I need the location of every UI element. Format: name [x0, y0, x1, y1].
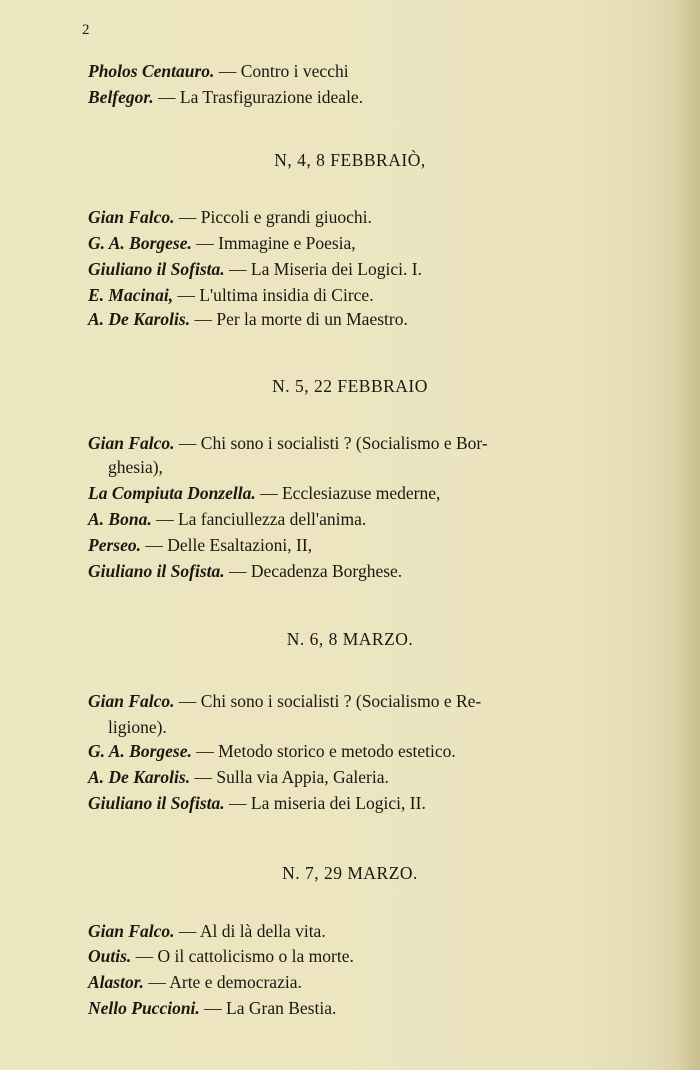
entry-title: — La Trasfigurazione ideale. [158, 87, 364, 107]
entry-title: — Metodo storico e metodo estetico. [196, 741, 456, 761]
entry-author: Gian Falco. [88, 691, 175, 711]
index-entry [88, 86, 363, 108]
index-entry [88, 945, 354, 967]
entry-author: A. Bona. [88, 509, 152, 529]
index-entry [88, 60, 349, 82]
entry-title: — O il cattolicismo o la morte. [135, 946, 354, 966]
entry-title: — Decadenza Borghese. [229, 561, 403, 581]
entry-title: — Al di là della vita. [178, 921, 326, 941]
index-entry [88, 766, 389, 788]
entry-author: A. De Karolis. [88, 767, 191, 787]
issue-heading: N, 4, 8 FEBBRAIÒ, [274, 150, 426, 170]
entry-title: — Chi sono i socialisti ? (Socialismo e Re- [178, 691, 482, 711]
entry-author: Alastor. [88, 972, 144, 992]
index-entry [88, 740, 456, 762]
entry-title: — Chi sono i socialisti ? (Socialismo e Bor- [178, 433, 488, 453]
entry-author: Gian Falco. [88, 433, 175, 453]
page-number: 2 [82, 22, 90, 38]
entry-title: — Contro i vecchi [218, 61, 349, 81]
index-entry [88, 284, 374, 306]
index-entry [88, 258, 422, 280]
index-entry [88, 508, 366, 530]
issue-heading: N. 7, 29 MARZO. [282, 863, 418, 883]
index-entry [88, 690, 481, 712]
issue-heading: N. 5, 22 FEBBRAIO [272, 376, 428, 396]
entry-title: — Piccoli e grandi giuochi. [178, 207, 372, 227]
entry-continuation: ligione). [108, 717, 167, 737]
entry-title: — Per la morte di un Maestro. [194, 309, 408, 329]
index-entry [88, 482, 440, 504]
entry-author: Outis. [88, 946, 132, 966]
entry-author: A. De Karolis. [88, 309, 191, 329]
index-entry [88, 206, 372, 228]
entry-author: Belfegor. [88, 87, 154, 107]
entry-title: — La miseria dei Logici, II. [229, 793, 426, 813]
entry-title: — La Gran Bestia. [204, 998, 337, 1018]
entry-author: Gian Falco. [88, 207, 175, 227]
issue-heading: N. 6, 8 MARZO. [286, 629, 414, 649]
entry-title: — Ecclesiazuse mederne, [260, 483, 441, 503]
entry-author: Gian Falco. [88, 921, 175, 941]
entry-author: La Compiuta Donzella. [88, 483, 256, 503]
entry-author: Giuliano il Sofista. [88, 793, 225, 813]
index-entry [88, 232, 356, 254]
entry-author: G. A. Borgese. [88, 741, 192, 761]
index-entry [88, 432, 488, 454]
entry-title: — L'ultima insidia di Circe. [177, 285, 374, 305]
entry-title: — Delle Esaltazioni, II, [145, 535, 313, 555]
index-entry [88, 920, 326, 942]
entry-author: Giuliano il Sofista. [88, 561, 225, 581]
entry-author: Nello Puccioni. [88, 998, 200, 1018]
entry-author: Perseo. [88, 535, 141, 555]
index-entry [88, 560, 402, 582]
entry-title: — La fanciullezza dell'anima. [156, 509, 367, 529]
entry-continuation: ghesia), [108, 457, 163, 477]
entry-title: — Immagine e Poesia, [196, 233, 356, 253]
entry-author: Giuliano il Sofista. [88, 259, 225, 279]
entry-author: G. A. Borgese. [88, 233, 192, 253]
index-entry [88, 997, 336, 1019]
entry-author: E. Macinai, [88, 285, 174, 305]
entry-title: — La Miseria dei Logici. I. [229, 259, 422, 279]
index-entry [88, 971, 302, 993]
entry-title: — Sulla via Appia, Galeria. [194, 767, 389, 787]
entry-author: Pholos Centauro. [88, 61, 215, 81]
entry-title: — Arte e democrazia. [148, 972, 302, 992]
index-entry [88, 792, 426, 814]
index-entry [88, 308, 408, 330]
index-entry [88, 534, 312, 556]
